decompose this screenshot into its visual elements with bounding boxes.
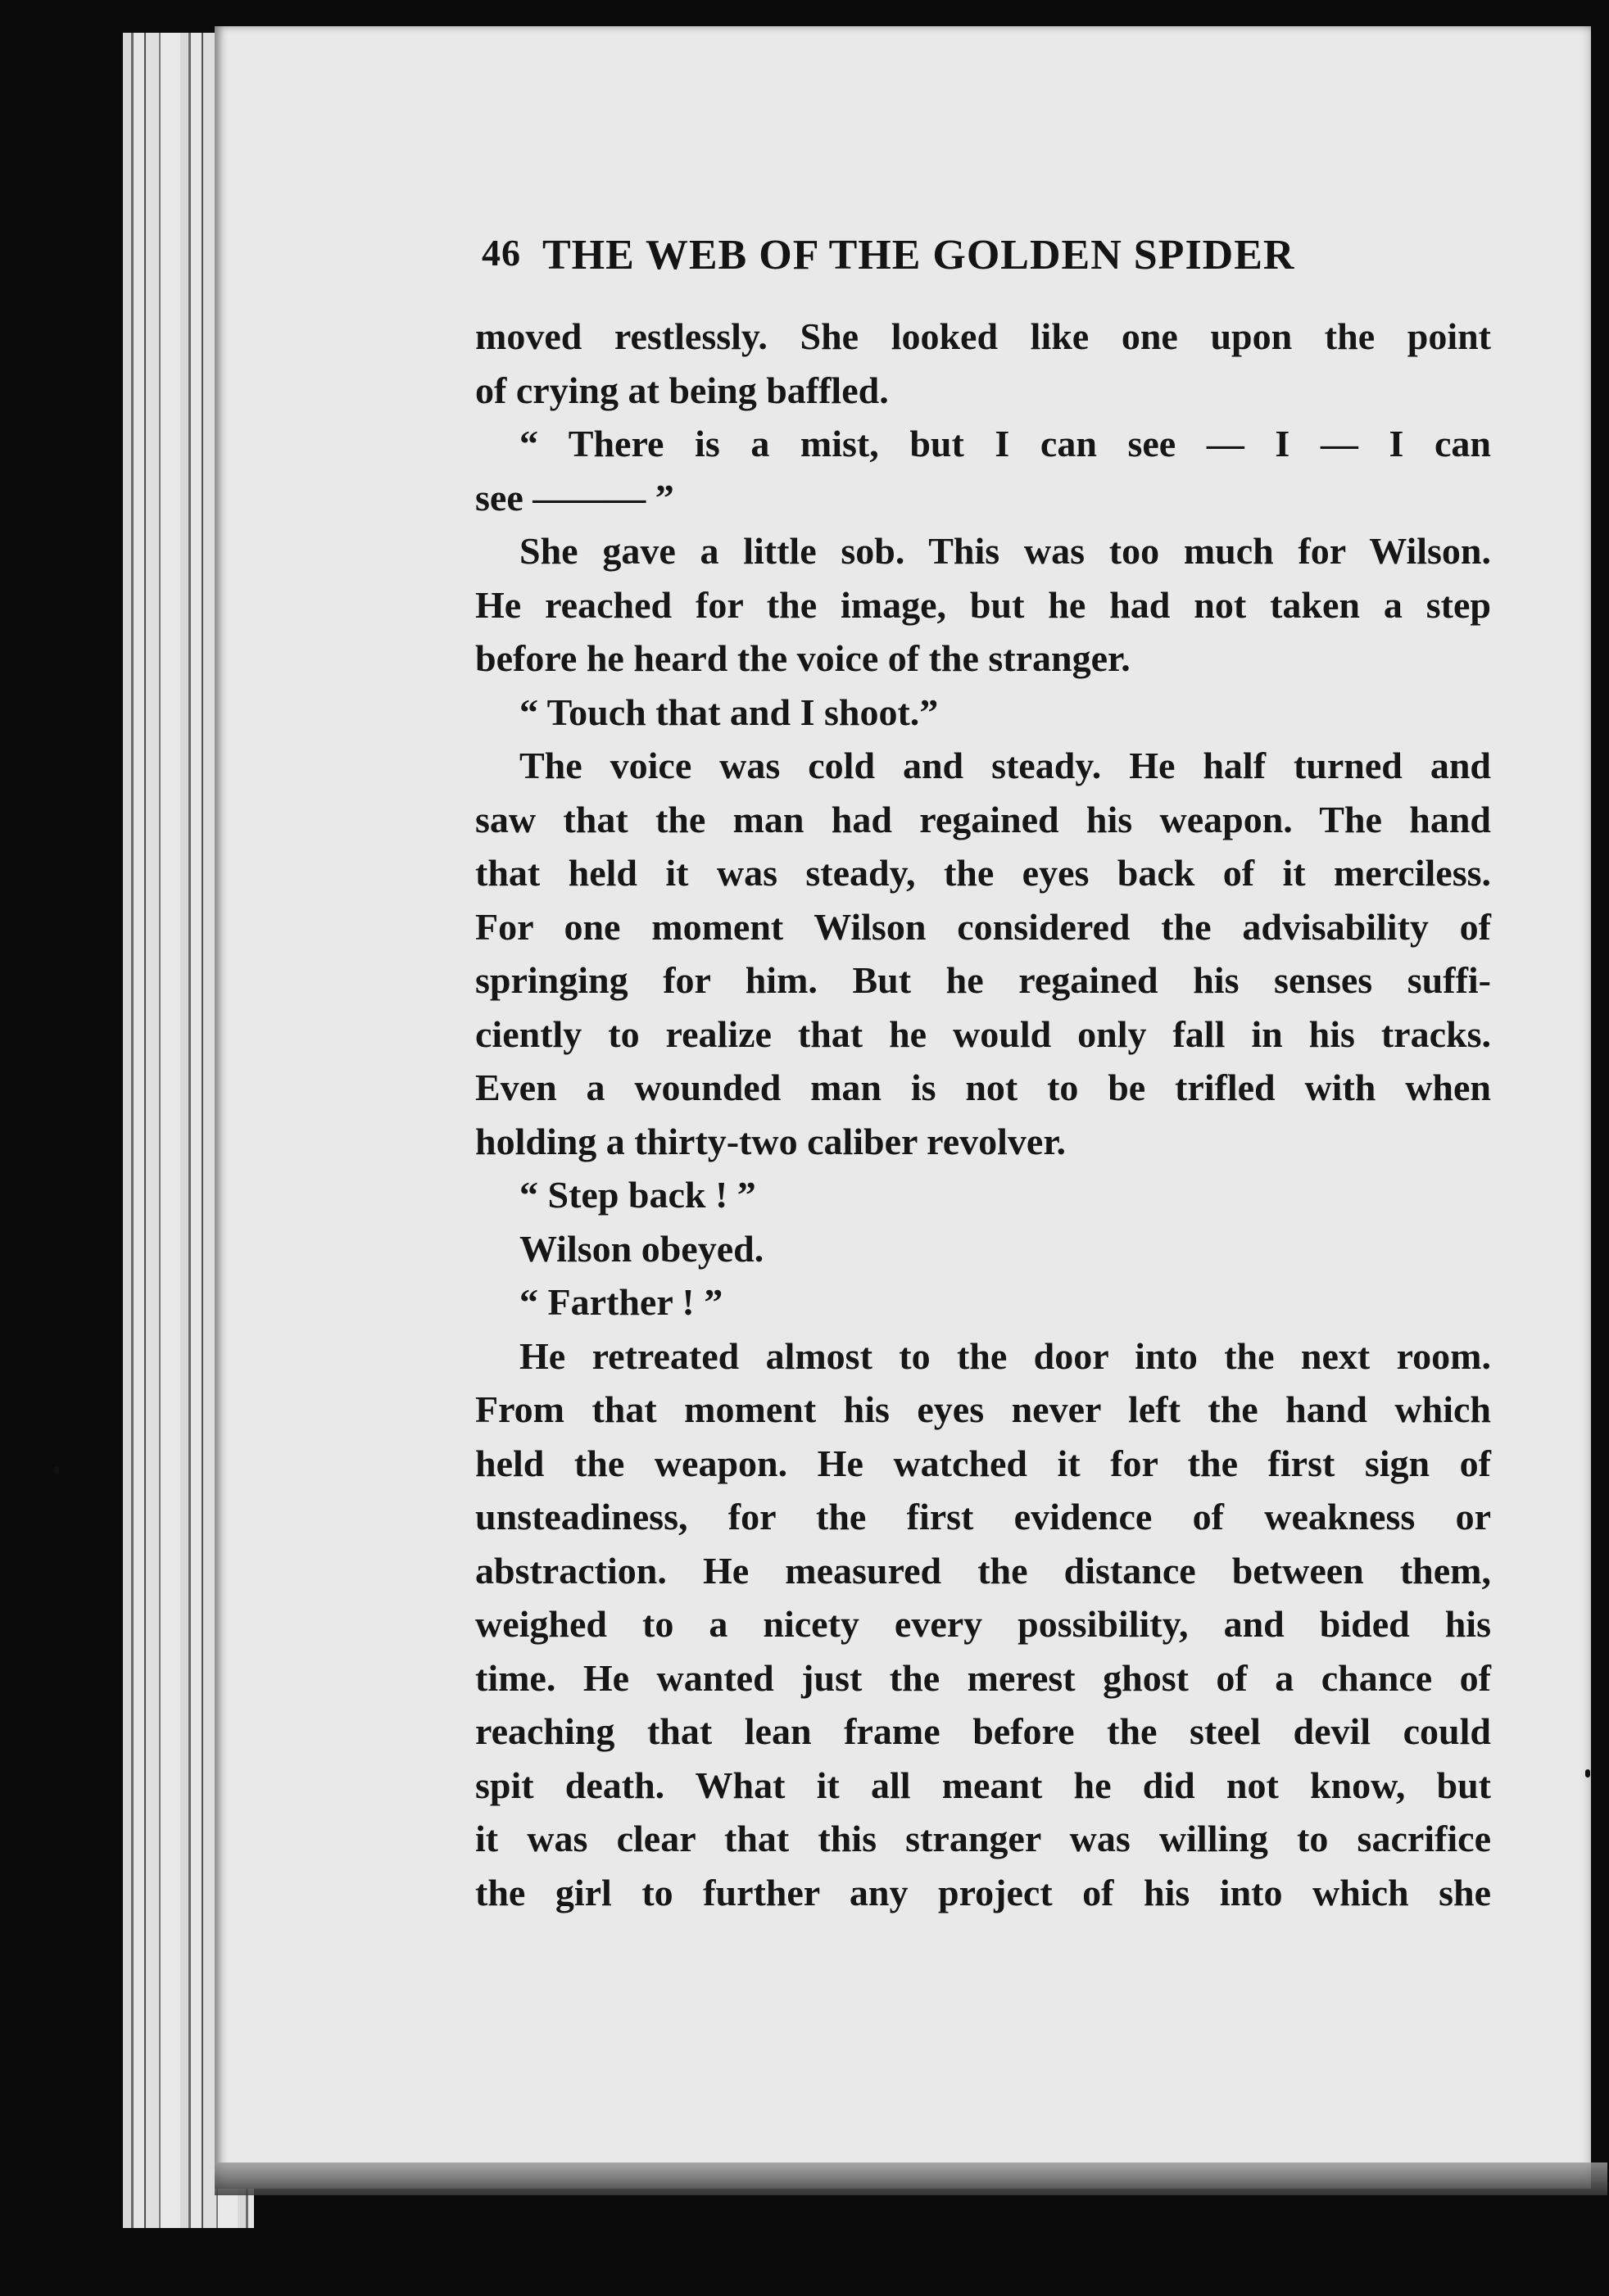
text-line: time. He wanted just the merest ghost of a chance of (475, 1656, 1491, 1699)
text-line: He reached for the image, but he had not taken a step (475, 583, 1491, 626)
text-line: The voice was cold and steady. He half turned and (519, 745, 1491, 786)
text-line: Wilson obeyed. (519, 1227, 764, 1270)
running-head (482, 231, 1432, 279)
text-line: holding a thirty-two caliber revolver. (475, 1120, 1067, 1162)
text-line: weighed to a nicety every possibility, and bided his (475, 1603, 1491, 1645)
text-line: “ There is a mist, but I can see — I — I can (519, 423, 1491, 464)
text-line: From that moment his eyes never left the hand which (475, 1388, 1491, 1430)
book-title-header: THE WEB OF THE GOLDEN SPIDER (542, 232, 1295, 279)
text-line: She gave a little sob. This was too much for Wilson. (519, 530, 1491, 572)
text-line: that held it was steady, the eyes back of it merciless. (475, 852, 1491, 894)
page-body-text (475, 310, 1491, 1919)
text-line: “ Farther ! ” (519, 1281, 723, 1323)
text-line: He retreated almost to the door into the next room. (519, 1334, 1491, 1377)
text-line: Even a wounded man is not to be trifled with when (475, 1066, 1491, 1108)
scan-speck (54, 1466, 59, 1474)
text-line: spit death. What it all meant he did not know, but (475, 1764, 1491, 1806)
text-line: “ Touch that and I shoot.” (519, 691, 939, 733)
page-number: 46 (482, 232, 521, 274)
text-line: For one moment Wilson considered the advisability of (475, 905, 1491, 948)
text-line: saw that the man had regained his weapon. The hand (475, 798, 1491, 840)
text-line: reaching that lean frame before the steel devil could (475, 1710, 1491, 1752)
text-line: before he heard the voice of the stranger. (475, 637, 1131, 679)
scan-speck (1585, 1769, 1590, 1777)
text-line: of crying at being baffled. (475, 369, 889, 411)
text-line: see ——— ” (475, 476, 674, 519)
text-line: moved restlessly. She looked like one upon the point (475, 315, 1491, 357)
page-bottom-shadow (215, 2162, 1607, 2195)
text-line: ciently to realize that he would only fall in his tracks. (475, 1012, 1491, 1055)
text-line: the girl to further any project of his into which she (475, 1871, 1491, 1913)
text-line: “ Step back ! ” (519, 1174, 756, 1216)
text-line: it was clear that this stranger was willing to sacrifice (475, 1818, 1491, 1859)
text-line: springing for him. But he regained his senses suffi- (475, 959, 1491, 1001)
text-line: abstraction. He measured the distance between them, (475, 1549, 1491, 1592)
text-line: unsteadiness, for the first evidence of weakness or (475, 1496, 1491, 1537)
text-line: held the weapon. He watched it for the first sign of (475, 1442, 1491, 1484)
